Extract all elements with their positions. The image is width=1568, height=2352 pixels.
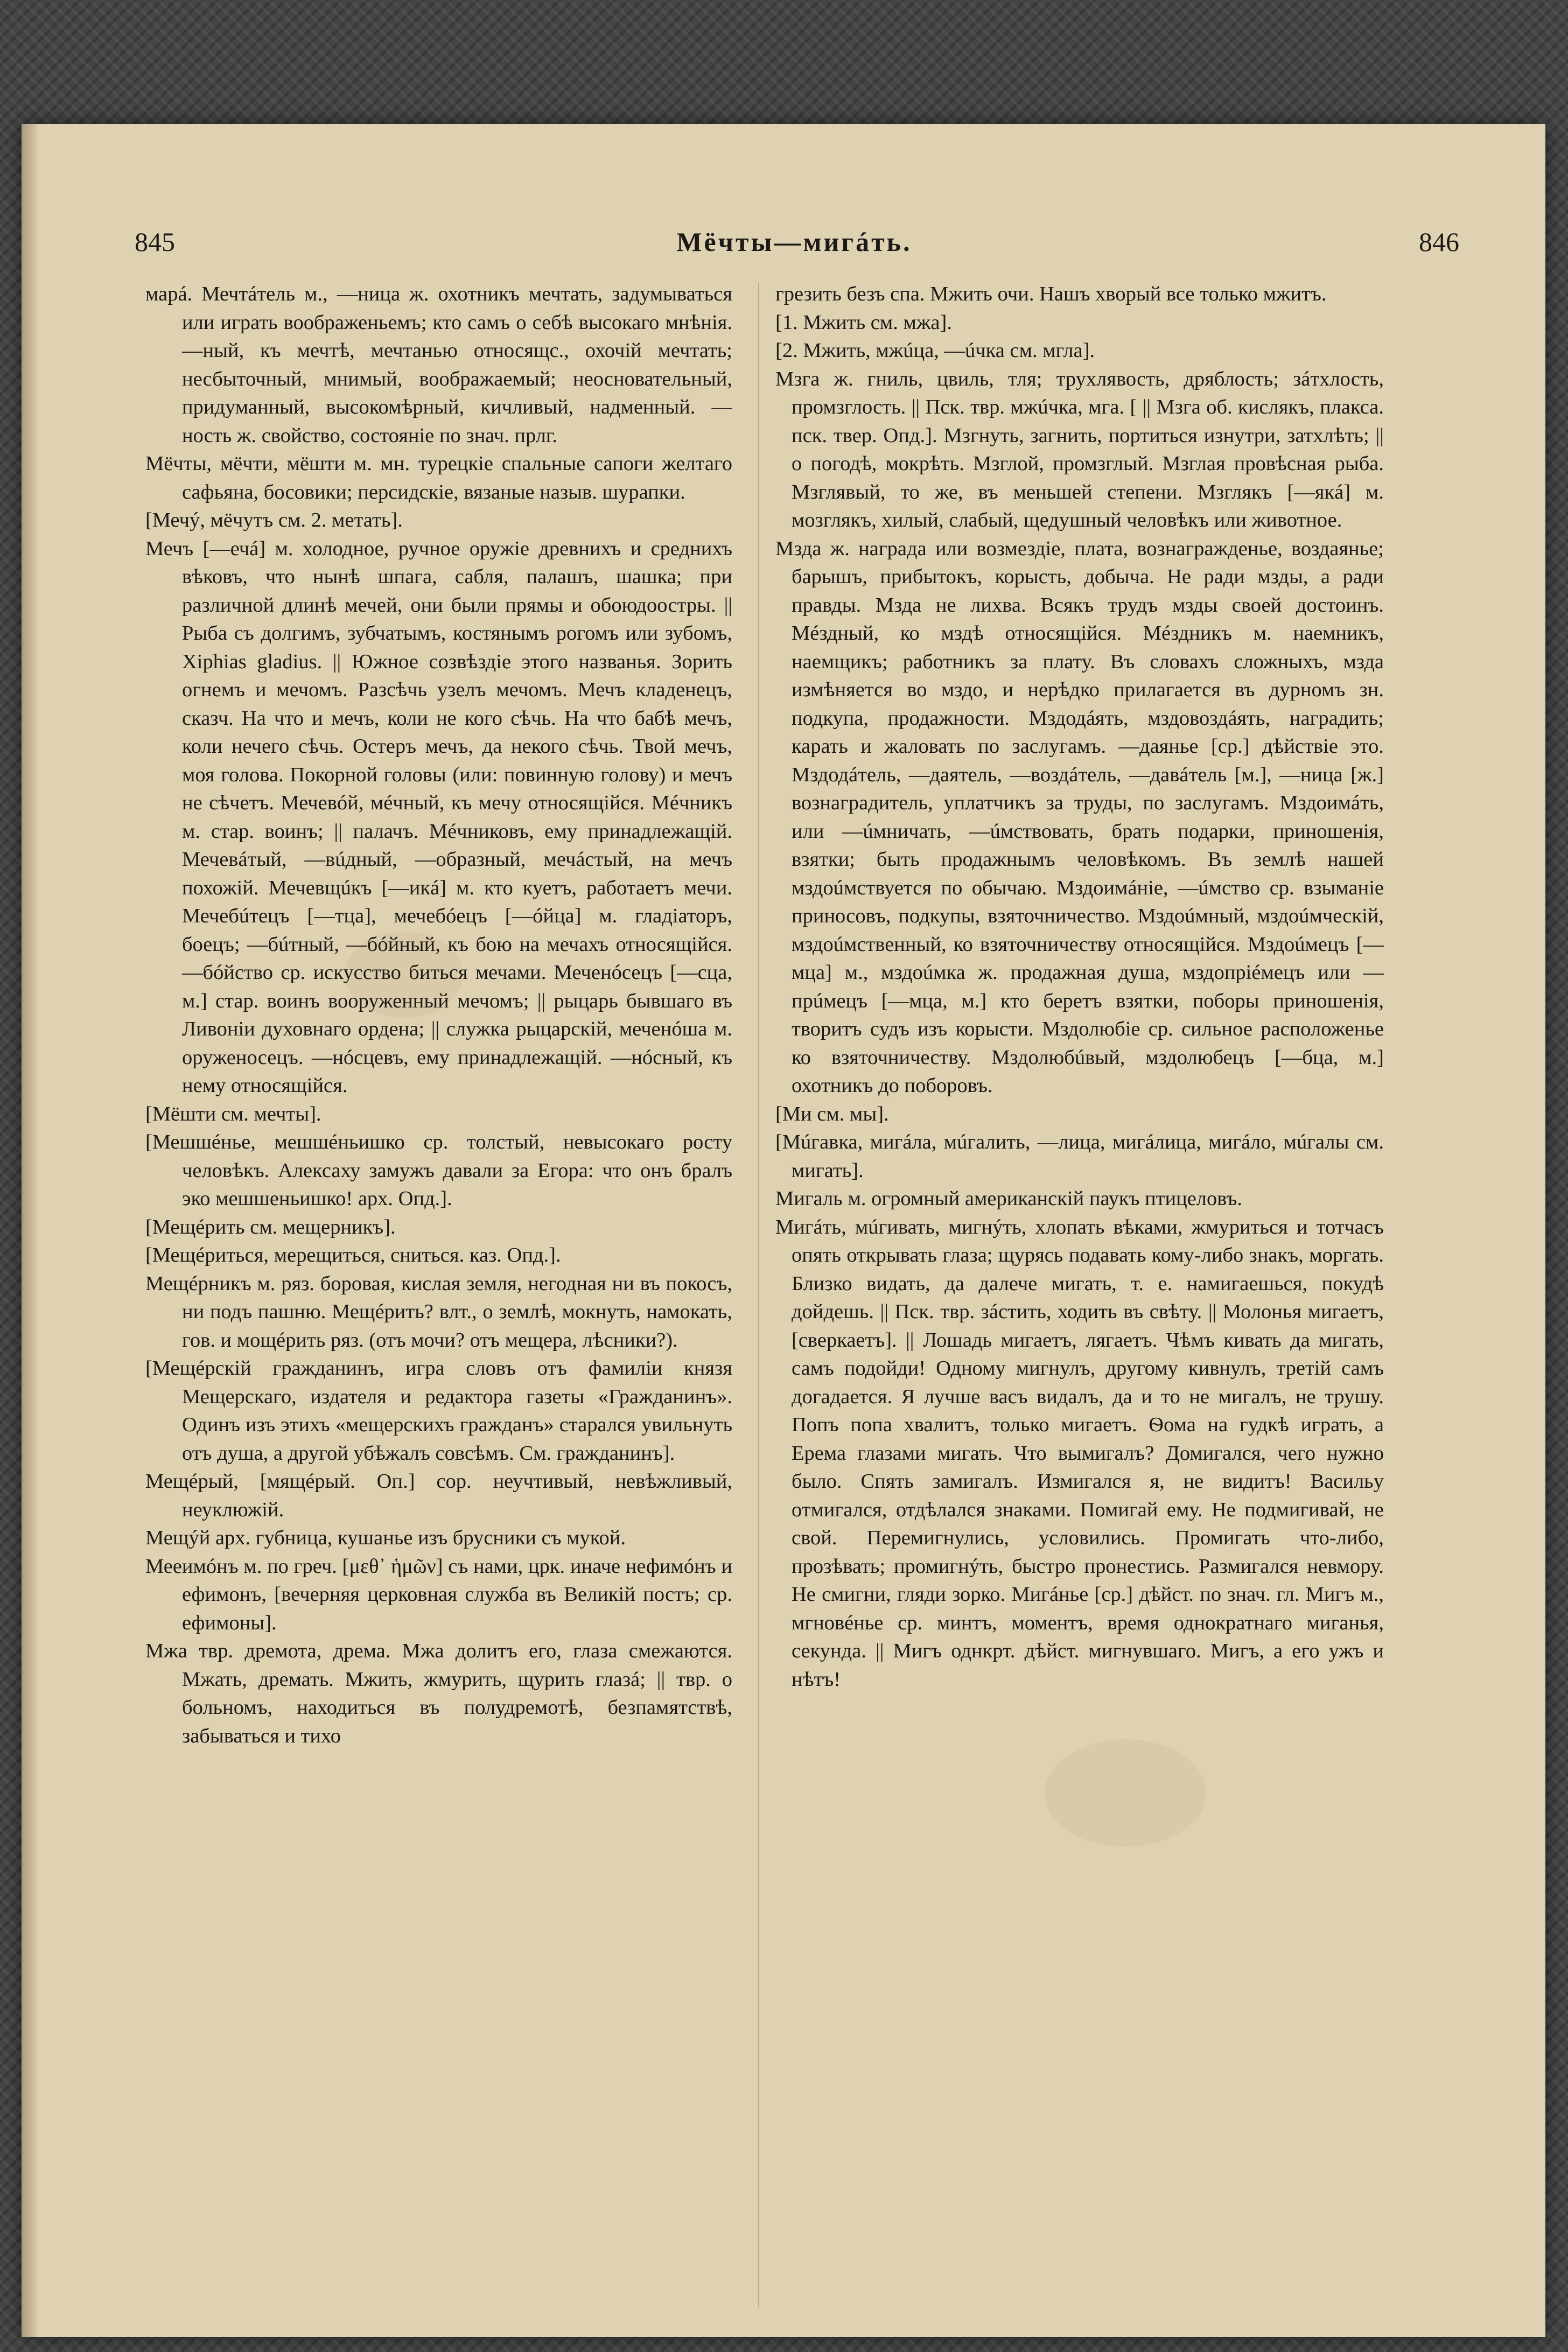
dictionary-entry: Мжа твр. дремота, дрема. Мжа долитъ его, глаза смежаются. Мжать, дремать. Мжить, жмурить, щурить глазá; || твр. о больномъ, находиться въ полудремотѣ, безпамятствѣ, забываться и тихо [145, 1640, 732, 1747]
dictionary-entry: [Мёшти см. мечты]. [145, 1102, 321, 1125]
dictionary-entry: Мещéрый, [мящéрый. Оп.] сор. неучтивый, невѣжливый, неуклюжій. [145, 1470, 732, 1521]
dictionary-entry: [2. Мжить, мжúца, —úчка см. мгла]. [775, 339, 1095, 362]
dictionary-entry: Мзда ж. награда или возмездіе, плата, вознагражденье, воздаянье; барышъ, прибытокъ, корысть, добыча. Не ради мзды, а ради правды. Мзда не лихва. Всякъ трудъ мзды своей достоинъ. Мéздный, ко мздѣ относящійся. Мéздникъ м. наемникъ, наемщикъ; работникъ за плату. Въ словахъ сложныхъ, мзда измѣняется во мздо, и нерѣдко прилагается въ дурномъ зн. подкупа, продажности. Мздодáять, мздовоздáять, наградить; карать и жаловать по заслугамъ. —даянье [ср.] дѣйствіе это. Мздодáтель, —даятель, —воздáтель, —давáтель [м.], —ница [ж.] вознаградитель, уплатчикъ за труды, по заслугамъ. Мздоимáть, или —úмничать, —úмствовать, брать подарки, приношенія, взятки; быть продажнымъ человѣкомъ. Въ землѣ нашей мздоúмствуется по обычаю. Мздоимáніе, —úмство ср. взыманіе приносовъ, подкупы, взяточничество. Мздоúмный, мздоúмческій, мздоúмственный, ко взяточничеству относящійся. Мздоúмецъ [—мца] м., мздоúмка ж. продажная душа, мздопріéмецъ или —прúмецъ [—мца, м.] кто беретъ взятки, поборы приношенія, творитъ судъ изъ корысти. Мздолюбіе ср. сильное расположенье ко взяточничеству. Мздолюбúвый, мздолюбецъ [—бца, м.] охотникъ до поборовъ. [775, 537, 1384, 1097]
dictionary-entry: [Мещéрить см. мещерникъ]. [145, 1215, 396, 1238]
dictionary-entry: [Мещéриться, мерещиться, сниться. каз. Опд.]. [145, 1244, 561, 1266]
page-binding-edge [22, 124, 38, 2337]
dictionary-entry: Мигáть, мúгивать, мигнýть, хлопать вѣками, жмуриться и тотчасъ опять открывать глаза; щурясь подавать кому-либо знакъ, моргать. Близко видать, да далече мигать, т. е. намигаешься, покудѣ дойдешь. || Пск. твр. зáстить, ходить въ свѣту. || Молонья мигаетъ, [сверкаетъ]. || Лошадь мигаетъ, лягаетъ. Чѣмъ кивать да мигать, самъ подойди! Одному мигнулъ, другому кивнулъ, третій самъ догадается. Я лучше васъ видалъ, да и то не мигалъ, не трушу. Попъ попа хвалитъ, только мигаетъ. Ѳома на гудкѣ играть, а Ерема глазами мигать. Что вымигалъ? Домигался, чего нужно было. Спять замигалъ. Измигался я, не видитъ! Васильу отмигался, отдѣлался знаками. Помигай ему. Не подмигивай, не свой. Перемигнулись, условились. Промигать что-либо, прозѣвать; промигнýть, быстро пронестись. Размигался невмору. Не смигни, гляди зорко. Мигáнье [ср.] дѣйст. по знач. гл. Мигъ м., мгновéнье ср. минтъ, моментъ, время однократнаго миганья, секунда. || Мигъ однкрт. дѣйст. мигнувшаго. Мигъ, а его ужъ и нѣтъ! [775, 1215, 1384, 1691]
dictionary-entry: [Мещéрскій гражданинъ, игра словъ отъ фамиліи князя Мещерскаго, издателя и редактора газеты «Гражданинъ». Одинъ изъ этихъ «мещерскихъ гражданъ» старался увильнуть отъ душа, а другой убѣжалъ совсѣмъ. См. гражданинъ]. [145, 1357, 732, 1465]
dictionary-entry: [Мечý, мёчутъ см. 2. метать]. [145, 509, 403, 531]
dictionary-entry: Мееимóнъ м. по греч. [μεθ᾽ ἡμῶν] съ нами, црк. иначе нефимóнъ и ефимонъ, [вечерняя церковная служба въ Великій постъ; ср. ефимоны]. [145, 1555, 732, 1634]
dictionary-entry: Мечъ [—ечá] м. холодное, ручное оружіе древнихъ и среднихъ вѣковъ, что нынѣ шпага, сабля, палашъ, шашка; при различной длинѣ мечей, они были прямы и обоюдоостры. || Рыба съ долгимъ, зубчатымъ, костянымъ рогомъ или зубомъ, Xiphias gladius. || Южное созвѣздіе этого названья. Зорить огнемъ и мечомъ. Разсѣчь узелъ мечомъ. Мечъ кладенецъ, сказч. На что и мечъ, коли не кого сѣчь. На что бабѣ мечъ, коли нечего сѣчь. Остеръ мечъ, да некого сѣчь. Твой мечъ, моя голова. Покорной головы (или: повинную голову) и мечъ не сѣчетъ. Мечевóй, мéчный, къ мечу относящійся. Мéчникъ м. стар. воинъ; || палачъ. Мéчниковъ, ему принадлежащій. Мечевáтый, —вúдный, —образный, мечáстый, на мечъ похожій. Мечевщúкъ [—икá] м. кто куетъ, работаетъ мечи. Мечебúтецъ [—тца], мечебóецъ [—óйца] м. гладіаторъ, боецъ; —бúтный, —бóйный, къ бою на мечахъ относящійся. —бóйство ср. искусство биться мечами. Меченóсецъ [—сца, м.] стар. воинъ вооруженный мечомъ; || рыцарь бывшаго въ Ливоніи духовнаго ордена; || служка рыцарскій, меченóша м. оруженосецъ. —нóсцевъ, ему принадлежащій. —нóсный, къ нему относящійся. [145, 537, 732, 1097]
dictionary-entry: Мещýй арх. губница, кушанье изъ брусники съ мукой. [145, 1527, 626, 1549]
dictionary-entry: Мзга ж. гниль, цвиль, тля; трухлявость, дряблость; зáтхлость, промзглость. || Пск. твр. мжúчка, мга. [ || Мзга об. кислякъ, плакса. пск. твер. Опд.]. Мзгнуть, загнить, портиться изнутри, затхлѣть; || о погодѣ, мокрѣть. Мзглой, промзглый. Мзглая провѣсная рыба. Мзглявый, то же, въ меньшей степени. Мзглякъ [—якá] м. мозглякъ, хилый, слабый, щедушный человѣкъ или животное. [775, 367, 1384, 531]
dictionary-page [22, 124, 1545, 2337]
dictionary-entry: [Мúгавка, мигáла, мúгалить, —лица, мигáлица, мигáло, мúгалы см. мигать]. [775, 1131, 1384, 1182]
dictionary-entry: Мещéрникъ м. ряз. боровая, кислая земля, негодная ни въ покосъ, ни подъ пашню. Мещéрить? влт., о землѣ, мокнуть, намокать, гов. и мощéрить ряз. (отъ мочи? отъ мещера, лѣсники?). [145, 1272, 732, 1352]
dictionary-entry: марá. Мечтáтель м., —ница ж. охотникъ мечтать, задумываться или играть воображеньемъ; кто самъ о себѣ высокаго мнѣнія. —ный, къ мечтѣ, мечтанью относящс., охочій мечтать; несбыточный, мнимый, воображаемый; неосновательный, придуманный, высокомѣрный, кичливый, надменный. —ность ж. свойство, состояніе по знач. прлг. [145, 283, 732, 447]
dictionary-entry: [1. Мжить см. мжа]. [775, 311, 952, 334]
column-divider [758, 283, 759, 2307]
dictionary-entry: грезить безъ спа. Мжить очи. Нашъ хворый все только мжитъ. [775, 283, 1327, 305]
right-column [775, 280, 1384, 2326]
page-header [118, 226, 1470, 269]
dictionary-entry: [Ми см. мы]. [775, 1102, 889, 1125]
dictionary-entry: Мёчты, мёчти, мёшти м. мн. турецкіе спальные сапоги желтаго сафьяна, босовики; персидскіе, вязаные назыв. шурапки. [145, 452, 732, 503]
dictionary-entry: Мигаль м. огромный американскій паукъ птицеловъ. [775, 1187, 1243, 1210]
running-title: Мёчты—мигáть. [676, 227, 912, 257]
left-page-number: 845 [135, 227, 175, 257]
right-page-number: 846 [1419, 227, 1459, 257]
dictionary-entry: [Мешшéнье, мешшéньишко ср. толстый, невысокаго росту человѣкъ. Алексаху замужъ давали за Егора: что онъ бралъ эко мешшеньишко! арх. Опд.]. [145, 1131, 732, 1210]
left-column [145, 280, 732, 2326]
